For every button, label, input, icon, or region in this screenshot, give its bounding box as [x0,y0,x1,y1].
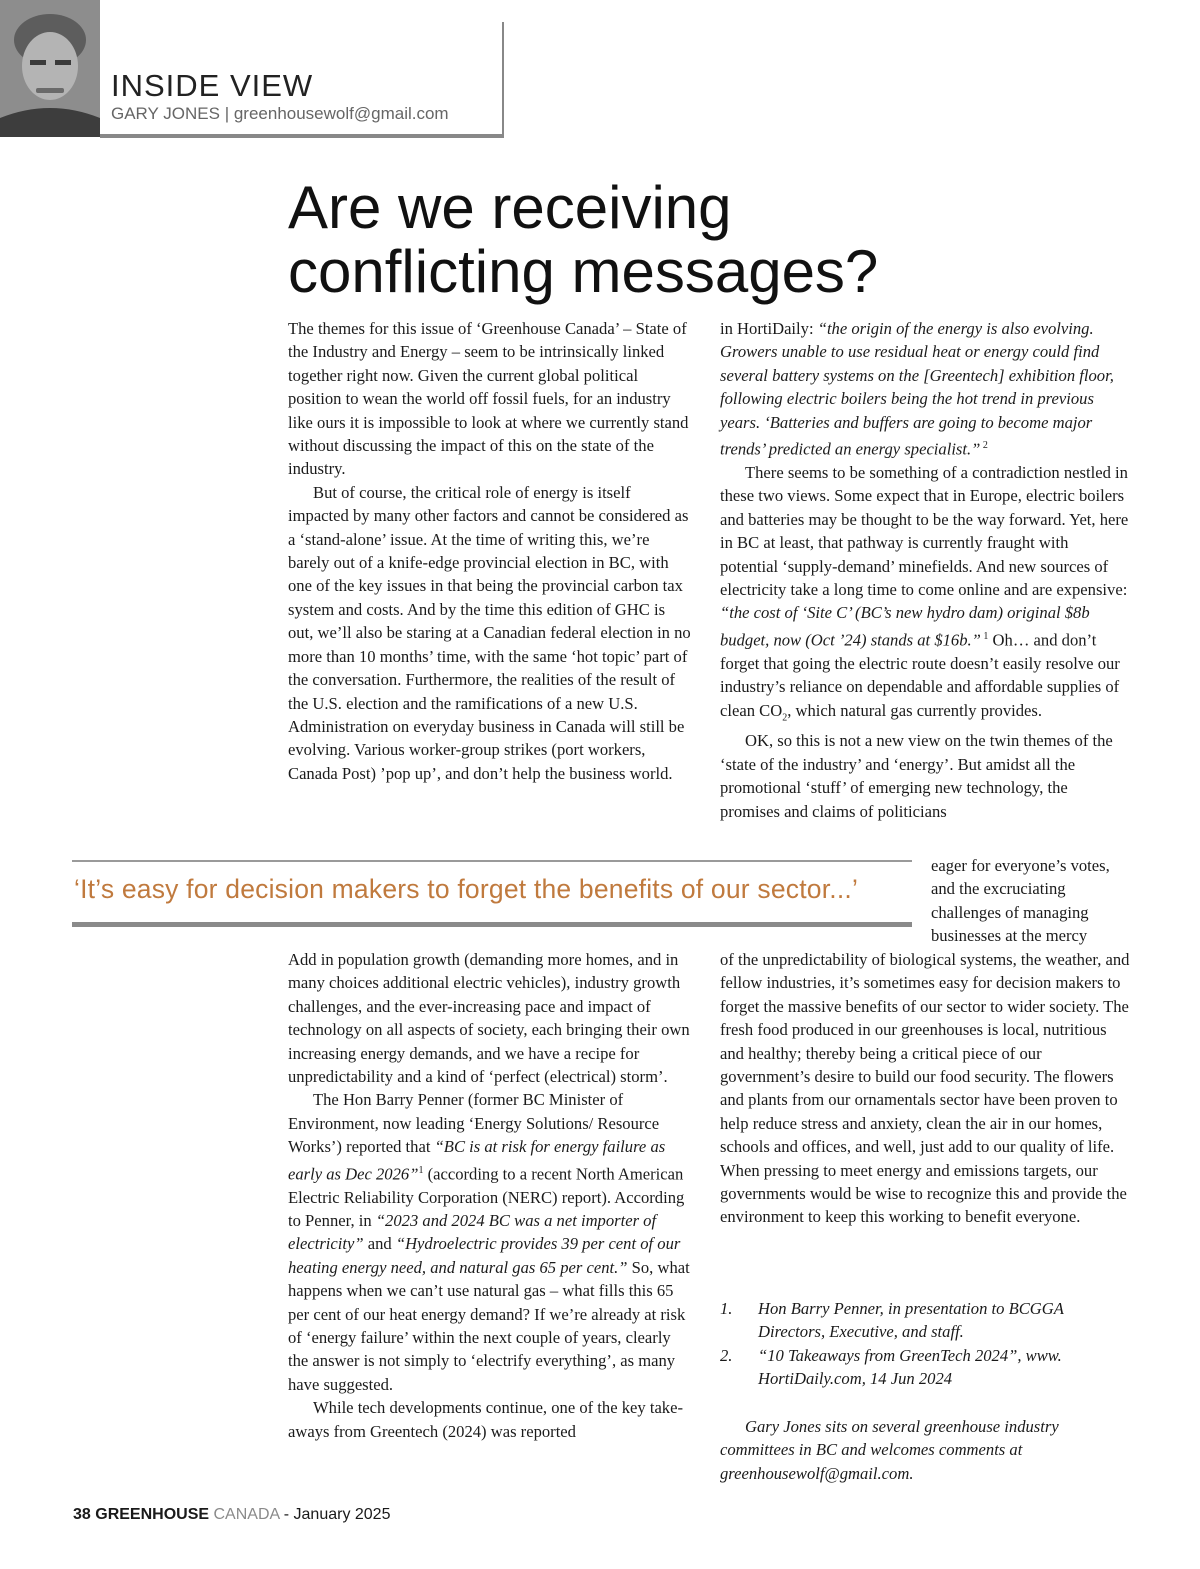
author-bio: Gary Jones sits on several greenhouse industry committees in BC and welcomes comments at greenhousewolf@gmail.com. [720,1417,1059,1483]
paragraph: Add in population growth (demanding more homes, and in many choices additional electric vehicles), industry growth challenges, and the ever-increasing pace and impact of technology on all aspects of society, each bringing their own increasing energy demands, and we have a recipe for unpredictability and a kind of ‘perfect (electrical) storm’. [288,950,690,1087]
title-line-2: conflicting messages? [288,238,879,305]
footnote-text: “10 Takeaways from GreenTech 2024”, www. HortiDaily.com, 14 Jun 2024 [758,1345,1062,1389]
article-title [288,176,1168,304]
left-column-top [288,317,693,785]
subscript: 2 [782,711,788,723]
issue-date: - January 2025 [279,1506,391,1523]
pull-quote-bottom-rule [72,922,912,927]
footnote-ref: 1 [418,1164,424,1176]
quote-run: “Hydroelectric provides 39 per cent of our heating energy need, and natural gas 65 per cent.” [288,1234,681,1277]
pull-quote-top-rule [72,860,912,862]
footnote-number: 2. [720,1345,733,1365]
footnote-text: Hon Barry Penner, in presentation to BCGGA Directors, Executive, and staff. [758,1299,1064,1342]
text-run: So, what happens when we can’t use natural gas – what fills this 65 per cent of our heat energy demand? If we’re already at risk of ‘energy failure’ within the next couple of years, clearly the answer is not simply to ‘electrify everything’, as many have suggested. [288,1257,690,1394]
paragraph: OK, so this is not a new view on the twin themes of the ‘state of the industry’ and ‘energy’. But amidst all the promotional ‘stuff’ of emerging new technology, the promises and claims of politicians [720,731,1113,821]
title-line-1: Are we receiving [288,174,732,241]
footnote-item [720,1297,1130,1344]
paragraph: The themes for this issue of ‘Greenhouse Canada’ – State of the Industry and Energy – seem to be intrinsically linked together right now. Given the current global political position to wean the world off fossil fuels, for an industry like ours it is impossible to look at where we currently stand without discussing the impact of this on the state of the industry. [288,319,689,479]
paragraph [288,1088,693,1396]
text-run: The Hon Barry Penner (former BC Minister of Environment, now leading ‘Energy Solutions/ Resource Works’) reported that [288,1090,660,1157]
wrapped-text: eager for everyone’s votes, and the excruciating challenges of managing businesses at the mercy [931,856,1110,946]
byline-separator: | [219,104,234,123]
magazine-name-suffix: CANADA [213,1506,280,1523]
quote-run: “the origin of the energy is also evolving. Growers unable to use residual heat or energy could find several battery systems on the [Greentech] exhibition floor, following electric boilers being the hot trend in previous years. ‘Batteries and buffers are going to become major trends’ predicted an energy specialist.” [720,319,1114,459]
quote-run: “the cost of ‘Site C’ (BC’s new hydro dam) original $8b budget, now (Oct ’24) stands at $16b.” [720,603,1090,650]
right-column-top [720,317,1130,823]
right-column-bottom [720,948,1130,1229]
pull-quote: ‘It’s easy for decision makers to forget the benefits of our sector...’ [74,874,859,904]
text-run: and [363,1234,396,1254]
footnote-number: 1. [720,1299,733,1318]
footnote-ref: 2 [980,440,988,452]
footnotes-list [720,1297,1130,1391]
page-number: 38 [73,1506,91,1523]
paragraph: of the unpredictability of biological systems, the weather, and fellow industries, it’s sometimes easy for decision makers to forget the massive benefits of our sector to wider society. The fresh food produced in our greenhouses is local, nutritious and healthy; thereby being a critical piece of our government’s desire to build our food security. The flowers and plants from our ornamentals sector have been proven to help reduce stress and anxiety, clean the air in our homes, schools and offices, and well, just add to our quality of life. When pressing to meet energy and emissions targets, our governments would be wise to recognize this and provide the environment to keep this working to benefit everyone. [720,950,1130,1227]
paragraph [720,461,1130,729]
text-run: Oh… and don’t forget that going the electric route doesn’t easily resolve our industry’s reliance on dependable and affordable supplies of clean CO [720,630,1120,720]
text-run: (according to a recent North American Electric Reliability Corporation (NERC) report). According to Penner, in [288,1164,685,1230]
footnote-ref: 1 [980,630,989,642]
paragraph: While tech developments continue, one of the key take-aways from Greentech (2024) was reported [288,1398,683,1441]
quote-run: “BC is at risk for energy failure as early as Dec 2026” [288,1137,666,1184]
author-portrait-image [0,0,100,137]
byline [111,104,449,124]
page-footer [73,1506,390,1524]
author-photo [0,0,100,137]
footnote-item [720,1344,1130,1391]
author-email: greenhousewolf@gmail.com [233,104,449,123]
column-name: INSIDE VIEW [111,68,314,103]
paragraph: But of course, the critical role of energy is itself impacted by many other factors and cannot be considered as a ‘stand-alone’ issue. At the time of writing this, we’re barely out of a knife-edge provincial election in BC, with one of the key issues in that being the provincial carbon tax system and costs. And by the time this edition of GHC is out, we’ll also be staring at a Canadian federal election in no more than 10 months’ time, with the same ‘hot topic’ part of the conversation. Furthermore, the realities of the result of the U.S. election and the ramifications of a new U.S. Administration on everyday business in Canada will still be evolving. Various worker-group strikes (port workers, Canada Post) ’pop up’, and don’t help the business world. [288,482,691,783]
quote-run: “2023 and 2024 BC was a net importer of electricity” [288,1211,657,1254]
text-run: in HortiDaily: [720,319,818,338]
author-name: GARY JONES [111,104,220,123]
magazine-name: GREENHOUSE [95,1506,210,1523]
paragraph [720,317,1130,461]
text-run: There seems to be something of a contradiction nestled in these two views. Some expect that in Europe, electric boilers and batteries may be thought to be the way forward. Yet, here in BC at least, that pathway is currently fraught with potential ‘supply-demand’ minefields. And new sources of electricity take a long time to come online and are expensive: [720,462,1129,599]
text-run: , which natural gas currently provides. [787,700,1043,720]
left-column-bottom [288,948,693,1443]
